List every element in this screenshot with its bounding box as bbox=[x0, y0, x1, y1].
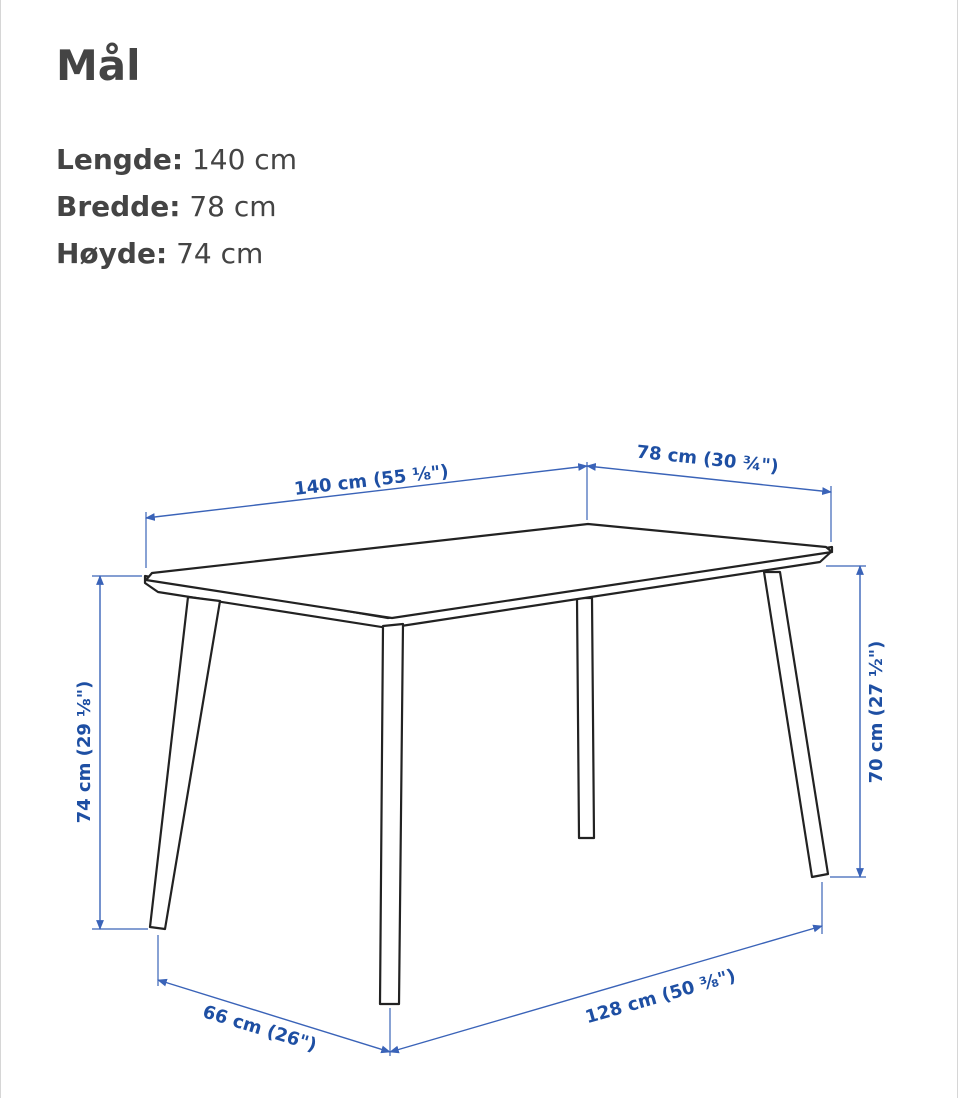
dim-label-height-under: 70 cm (27 ½") bbox=[866, 640, 887, 784]
spec-length-value: 140 cm bbox=[191, 143, 297, 176]
table-leg-front bbox=[380, 624, 403, 1004]
spec-length-label: Lengde: bbox=[56, 143, 184, 176]
dim-label-length: 140 cm (55 ⅛") bbox=[293, 461, 450, 501]
table-leg-right-front bbox=[764, 572, 828, 877]
dim-label-leg-span-length: 128 cm (50 ⅜") bbox=[582, 965, 739, 1029]
spec-width-label: Bredde: bbox=[56, 190, 181, 223]
table-illustration bbox=[145, 524, 832, 1004]
table-leg-back-right bbox=[577, 598, 594, 838]
dim-label-height-total: 74 cm (29 ⅛") bbox=[74, 680, 95, 824]
page-title: Mål bbox=[56, 41, 141, 90]
table-leg-left bbox=[150, 597, 220, 929]
spec-height-value: 74 cm bbox=[176, 237, 264, 270]
dim-label-leg-span-width: 66 cm (26") bbox=[200, 1001, 320, 1057]
dim-label-width: 78 cm (30 ¾") bbox=[635, 441, 780, 478]
spec-height-label: Høyde: bbox=[56, 237, 168, 270]
spec-width-value: 78 cm bbox=[189, 190, 277, 223]
